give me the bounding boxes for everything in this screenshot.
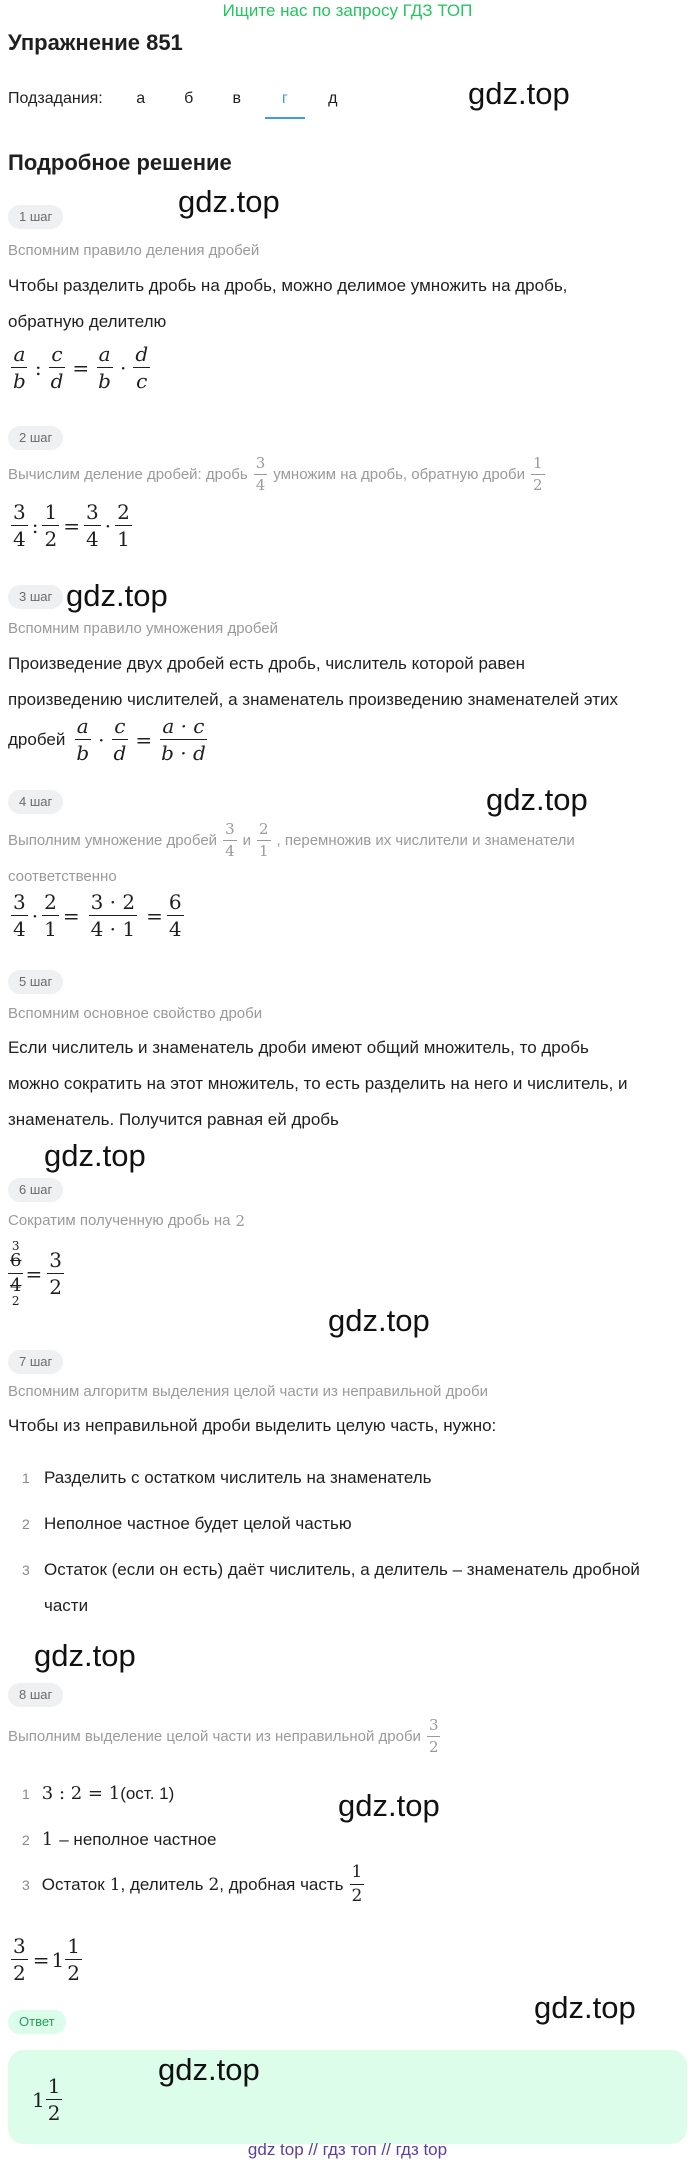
- watermark: gdz.top: [486, 782, 588, 817]
- step-5-text-2: можно сократить на этот множитель, то есть разделить на него и числитель, и: [8, 1074, 628, 1093]
- step-3-formula-line: дробей a b · $\frac{c}{d}$ = $\frac{a \cdot c}{b \cdot d}$: [8, 714, 206, 765]
- step-6-note-text: Сократим полученную дробь на: [8, 1212, 231, 1229]
- answer-value: 1 1 2: [32, 2074, 61, 2125]
- step-8-list-item-1: 1 3 : 2 = 1 (ост. 1): [22, 1776, 682, 1812]
- watermark: gdz.top: [534, 1990, 636, 2025]
- step-2-note: Вычислим деление дробей: дробь 3 4 умножим на дробь, обратную дроби 1 2: [8, 454, 543, 494]
- formula-step-8: $\frac{3}{2}$ = 1 1 2: [13, 1934, 80, 1985]
- step-7-note: Вспомним алгоритм выделения целой части из неправильной дроби: [8, 1383, 488, 1400]
- step-8-item2-tail: – неполное частное: [59, 1830, 217, 1849]
- subtask-a[interactable]: а: [136, 90, 146, 107]
- step-1-text-1: Чтобы разделить дробь на дробь, можно делимое умножить на дробь,: [8, 276, 568, 295]
- subtask-g[interactable]: г: [261, 85, 309, 113]
- step-5-badge: 5 шаг: [8, 970, 63, 994]
- step-8-note-text: Выполним выделение целой части из неправильной дроби: [8, 1727, 421, 1745]
- step-8-item1-tail: (ост. 1): [120, 1784, 175, 1803]
- step-2-badge: 2 шаг: [8, 426, 63, 450]
- step-7-list-item-2: 2 Неполное частное будет целой частью: [22, 1514, 352, 1533]
- step-8-item3-a: Остаток: [41, 1874, 105, 1894]
- formula-step-6: 3 6 4 2 = $\frac{3}{2}$: [10, 1239, 62, 1308]
- step-6-badge: 6 шаг: [8, 1178, 63, 1202]
- step-4-note-a: Выполним умножение дробей: [8, 831, 218, 849]
- step-8-list-item-2: 2 1 – неполное частное: [22, 1822, 682, 1858]
- step-7-badge: 7 шаг: [8, 1350, 63, 1374]
- subtask-selector: [8, 84, 357, 114]
- watermark: gdz.top: [34, 1638, 136, 1673]
- watermark: gdz.top: [44, 1138, 146, 1173]
- step-7-text: Чтобы из неправильной дроби выделить целую часть, нужно:: [8, 1416, 497, 1435]
- subtask-v[interactable]: в: [232, 90, 241, 107]
- top-banner[interactable]: Ищите нас по запросу ГДЗ ТОП: [222, 1, 473, 20]
- step-8-badge: 8 шаг: [8, 1683, 63, 1707]
- step-3-badge: 3 шаг: [8, 585, 63, 609]
- subtask-d[interactable]: д: [328, 90, 338, 107]
- watermark: gdz.top: [468, 76, 570, 111]
- step-4-note-and: и: [242, 831, 251, 849]
- step-3-text-3: дробей: [8, 729, 66, 749]
- page-title: Упражнение 851: [8, 30, 183, 55]
- section-title: Подробное решение: [8, 150, 232, 175]
- step-4-badge: 4 шаг: [8, 790, 63, 814]
- formula-division-rule: a b : $\frac{c}{d}$ = $\frac{a}{b}$ · d c: [13, 342, 149, 393]
- step-6-note: Сократим полученную дробь на 2: [8, 1212, 246, 1230]
- step-1-note: Вспомним правило деления дробей: [8, 242, 260, 259]
- watermark: gdz.top: [178, 184, 280, 219]
- watermark: gdz.top: [328, 1303, 430, 1338]
- footer-links[interactable]: gdz top // гдз топ // гдз top: [247, 2140, 448, 2159]
- step-7-list-item-1: 1 Разделить с остатком числитель на знаменатель: [22, 1468, 432, 1487]
- watermark: gdz.top: [158, 2052, 260, 2087]
- step-5-text-1: Если числитель и знаменатель дроби имеют общий множитель, то дробь: [8, 1038, 589, 1057]
- step-4-note-b: , перемножив их числители и знаменатели: [276, 831, 575, 849]
- step-1-text-2: обратную делителю: [8, 312, 167, 331]
- step-4-note: Выполним умножение дробей 3 4 и 2 1 , перемножив их числители и знаменатели: [8, 820, 575, 860]
- watermark: gdz.top: [66, 578, 168, 613]
- step-3-text-1: Произведение двух дробей есть дробь, числитель которой равен: [8, 654, 526, 673]
- step-8-item3-c: , дробная часть: [219, 1874, 344, 1894]
- step-5-text-3: знаменатель. Получится равная ей дробь: [8, 1110, 339, 1129]
- step-2-note-b: умножим на дробь, обратную дроби: [273, 465, 525, 483]
- subtask-label: Подзадания:: [8, 90, 103, 107]
- step-8-list-item-3: 3 Остаток 1 , делитель 2 , дробная часть 1 2: [22, 1862, 363, 1906]
- step-8-item3-b: , делитель: [120, 1874, 204, 1894]
- step-3-text-2: произведению числителей, а знаменатель произведению знаменателей этих: [8, 690, 619, 709]
- answer-box: [8, 2050, 687, 2144]
- subtask-b[interactable]: б: [184, 90, 194, 107]
- formula-step-4: 3 4 · $\frac{2}{1}$ = $\frac{3 \cdot 2}{4 \cdot 1}$ = $\frac{6}{4}$: [13, 890, 182, 941]
- step-7-list-item-3: 3 Остаток (если он есть) даёт числитель, а делитель – знаменатель дробной части: [22, 1560, 640, 1615]
- step-5-note: Вспомним основное свойство дроби: [8, 1005, 263, 1022]
- step-1-badge: 1 шаг: [8, 205, 63, 229]
- step-8-note: Выполним выделение целой части из неправильной дроби 3 2: [8, 1716, 439, 1756]
- step-3-note: Вспомним правило умножения дробей: [8, 620, 279, 637]
- step-4-note-c: соответственно: [8, 868, 117, 885]
- formula-step-2: 3 4 : $\frac{1}{2}$ = $\frac{3}{4}$ · 2 1: [13, 500, 130, 551]
- answer-badge: Ответ: [8, 2010, 66, 2034]
- step-2-note-a: Вычислим деление дробей: дробь: [8, 465, 248, 483]
- watermark: gdz.top: [338, 1788, 440, 1823]
